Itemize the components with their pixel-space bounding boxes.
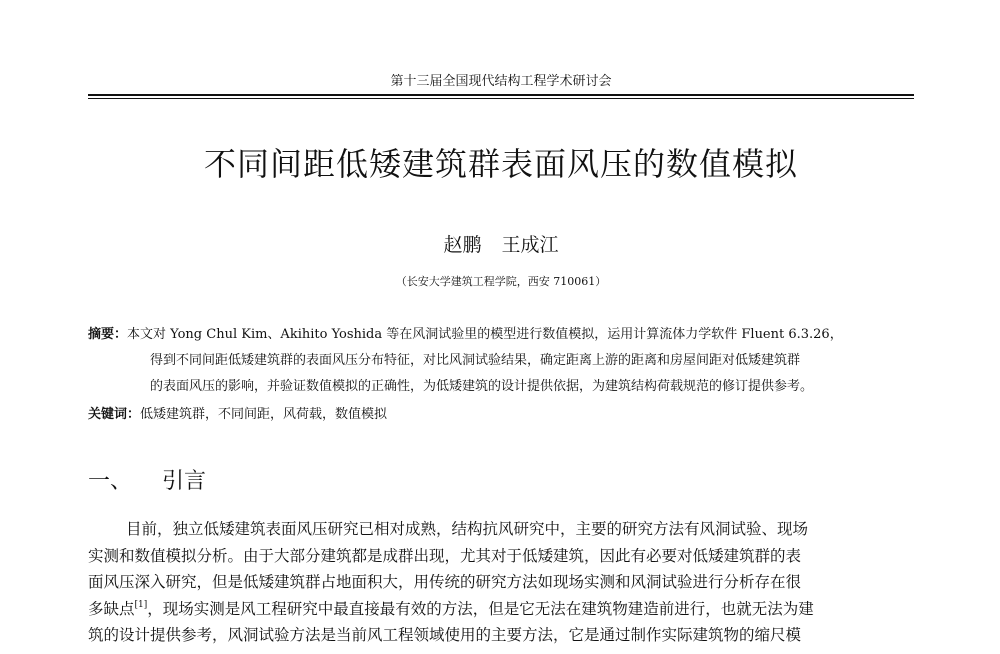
author-2: 王成江 [501,234,559,256]
section-heading [88,466,206,498]
affiliation: （长安大学建筑工程学院，西安 710061） [395,275,607,288]
abstract-line: 得到不同间距低矮建筑群的表面风压分布特征，对比风洞试验结果，确定距离上游的距离和房屋间距对低矮建筑群 [150,353,801,368]
header-rule [88,94,914,96]
body-line: 面风压深入研究，但是低矮建筑群占地面积大，用传统的研究方法如现场实测和风洞试验进行分析存在很 [88,573,802,591]
section-title: 引言 [162,469,207,494]
abstract [88,322,924,400]
keywords-text: 低矮建筑群，不同间距，风荷载，数值模拟 [140,407,388,422]
body-line: 筑的设计提供参考，风洞试验方法是当前风工程领域使用的主要方法，它是通过制作实际建筑物的缩尺模 [88,626,802,644]
authors [88,232,914,258]
paper-title: 不同间距低矮建筑群表面风压的数值模拟 [203,145,798,183]
body-line [88,596,924,623]
abstract-label: 摘要： [88,327,128,342]
body-line: 实测和数值模拟分析。由于大部分建筑都是成群出现，尤其对于低矮建筑，因此有必要对低矮建筑群的表 [88,546,802,565]
section-number: 一、 [88,469,133,494]
abstract-line [88,322,924,348]
header-rule-thin [88,98,914,99]
body-text-segment: ，现场实测是风工程研究中最直接最有效的方法，但是它无法在建筑物建造前进行，也就无法为建 [147,599,814,618]
body-paragraph [88,516,924,649]
body-line: 目前，独立低矮建筑表面风压研究已相对成熟，结构抗风研究中，主要的研究方法有风洞试验、现场 [126,520,809,538]
keywords-label: 关键词： [88,407,141,422]
citation-ref[interactable]: [1] [134,599,148,610]
running-header: 第十三届全国现代结构工程学术研讨会 [390,74,612,89]
author-1: 赵鹏 [443,234,482,256]
keywords [88,402,924,428]
body-text-segment: 多缺点 [88,599,135,618]
abstract-line: 的表面风压的影响，并验证数值模拟的正确性，为低矮建筑的设计提供依据，为建筑结构荷载规范的修订提供参考。 [150,379,814,394]
abstract-text: 本文对 Yong Chul Kim、Akihito Yoshida 等在风洞试验里的模型进行数值模拟，运用计算流体力学软件 Fluent 6.3.26， [127,327,843,342]
